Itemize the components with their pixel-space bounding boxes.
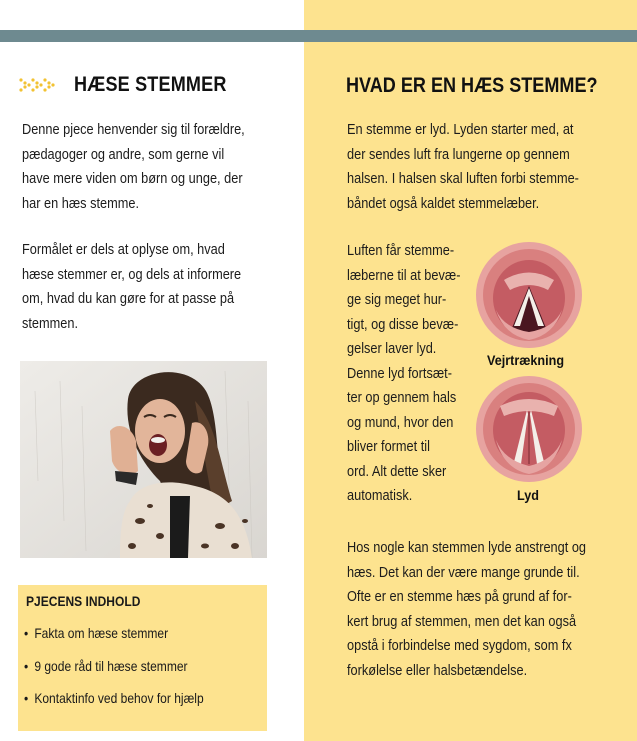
vocal-folds-paragraph — [347, 239, 460, 509]
intro-line: have mere viden om børn og unge, der — [22, 171, 243, 187]
bullet-icon: • — [24, 690, 29, 706]
intro-line: har en hæs stemme. — [22, 195, 140, 212]
text-line: forkølelse eller halsbetændelse. — [347, 662, 528, 679]
text-line: bliver formet til — [347, 439, 430, 455]
text-line: ter op gennem hals — [347, 390, 457, 406]
purpose-line: hæse stemmer er, og dels at informere — [22, 266, 242, 283]
text-line: hæs. Det kan der være mange grunde til. — [347, 564, 580, 581]
caption-sound: Lyd — [517, 487, 539, 503]
text-line: gelser laver lyd. — [347, 341, 437, 357]
text-line: opstå i forbindelse med sygdom, som fx — [347, 638, 572, 654]
purpose-line: om, hvad du kan gøre for at passe på — [22, 291, 235, 307]
text-line: tigt, og disse bevæ- — [347, 316, 459, 333]
shouting-woman-photo — [20, 361, 267, 558]
text-line: Denne lyd fortsæt- — [347, 365, 452, 382]
text-line: Hos nogle kan stemmen lyde anstrengt og — [347, 540, 587, 556]
list-item — [24, 690, 204, 706]
purpose-line: Formålet er dels at oplyse om, hvad — [22, 242, 225, 258]
text-line: ord. Alt dette sker — [347, 463, 447, 480]
text-line: ge sig meget hur- — [347, 292, 447, 308]
list-item-label: 9 gode råd til hæse stemmer — [34, 657, 188, 674]
text-line: Luften får stemme- — [347, 243, 455, 259]
purpose-line: stemmen. — [22, 315, 79, 332]
purpose-paragraph — [22, 238, 246, 336]
voice-intro-paragraph — [347, 118, 579, 216]
text-line: Ofte er en stemme hæs på grund af for- — [347, 589, 572, 605]
chevron-arrows-icon — [18, 77, 56, 93]
header-bar — [0, 30, 637, 42]
text-line: automatisk. — [347, 488, 413, 504]
vocal-folds-closed-image — [474, 374, 584, 484]
page-title: HÆSE STEMMER — [74, 73, 227, 96]
text-line: kert brug af stemmen, men det kan også — [347, 613, 577, 630]
list-item-label: Fakta om hæse stemmer — [34, 625, 169, 641]
bullet-icon: • — [24, 625, 29, 641]
caption-breathing: Vejrtrækning — [487, 352, 565, 368]
text-line: og mund, hvor den — [347, 414, 454, 431]
text-line: En stemme er lyd. Lyden starter med, at — [347, 122, 574, 138]
intro-paragraph — [22, 118, 246, 216]
list-item-label: Kontaktinfo ved behov for hjælp — [34, 690, 204, 706]
intro-line: Denne pjece henvender sig til forældre, — [22, 122, 245, 138]
intro-line: pædagoger og andre, som gerne vil — [22, 146, 225, 163]
text-line: båndet også kaldet stemmelæber. — [347, 195, 540, 212]
section-title: HVAD ER EN HÆS STEMME? — [346, 74, 598, 97]
text-line: der sendes luft fra lungerne op gennem — [347, 146, 570, 163]
hoarse-voice-paragraph — [347, 536, 586, 683]
contents-list — [24, 625, 233, 723]
list-item — [24, 625, 204, 641]
list-item — [24, 658, 204, 674]
bullet-icon: • — [24, 657, 29, 674]
vocal-folds-open-image — [474, 240, 584, 350]
left-heading — [18, 70, 251, 100]
text-line: halsen. I halsen skal luften forbi stemme- — [347, 171, 579, 187]
text-line: læberne til at bevæ- — [347, 267, 461, 284]
contents-box — [18, 585, 267, 731]
contents-title: PJECENS INDHOLD — [26, 593, 141, 609]
